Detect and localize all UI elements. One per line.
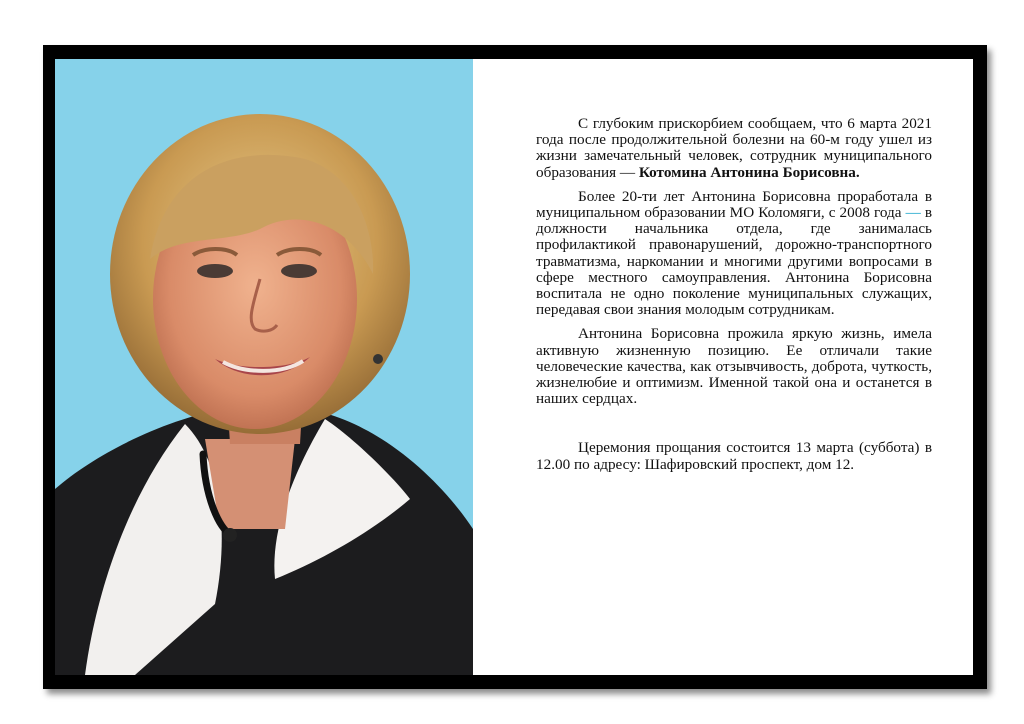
career-dash: —: [905, 204, 921, 222]
portrait-photo: [55, 59, 473, 675]
career-text-part2: в должности начальника отдела, где занималась профилактикой правонарушений, дорожно-транспортного травматизма, наркомании и многими другими вопросами в сфере местного самоуправления. Антонина Борисовна воспитала не одно поколение муниципальных служащих, передавая свои знания молодым сотрудникам.: [536, 204, 933, 319]
announcement-text: С глубоким прискорбием сообщаем, что 6 марта 2021 года после продолжительной болезни на 60-м году ушел из жизни замечательный человек, сотрудник муниципального образования —: [536, 115, 932, 181]
paragraph-announcement: [536, 116, 932, 181]
deceased-name: Котомина Антонина Борисовна.: [638, 163, 860, 181]
obituary-panel: [473, 59, 973, 675]
paragraph-ceremony: Церемония прощания состоится 13 марта (суббота) в 12.00 по адресу: Шафировский проспект, дом 12.: [536, 439, 932, 473]
paragraph-character: Антонина Борисовна прожила яркую жизнь, имела активную жизненную позицию. Ее отличали такие человеческие качества, как отзывчивость, доброта, чуткость, жизнелюбие и оптимизм. Именной такой она и останется в наших сердцах.: [536, 325, 932, 408]
paragraph-career: [536, 189, 932, 319]
memorial-frame: [43, 45, 987, 689]
portrait-illustration: [55, 59, 473, 675]
career-text-part1: Более 20-ти лет Антонина Борисовна проработала в муниципальном образовании МО Коломяги, с 2008 года: [536, 187, 932, 222]
obituary-text: [536, 116, 932, 481]
